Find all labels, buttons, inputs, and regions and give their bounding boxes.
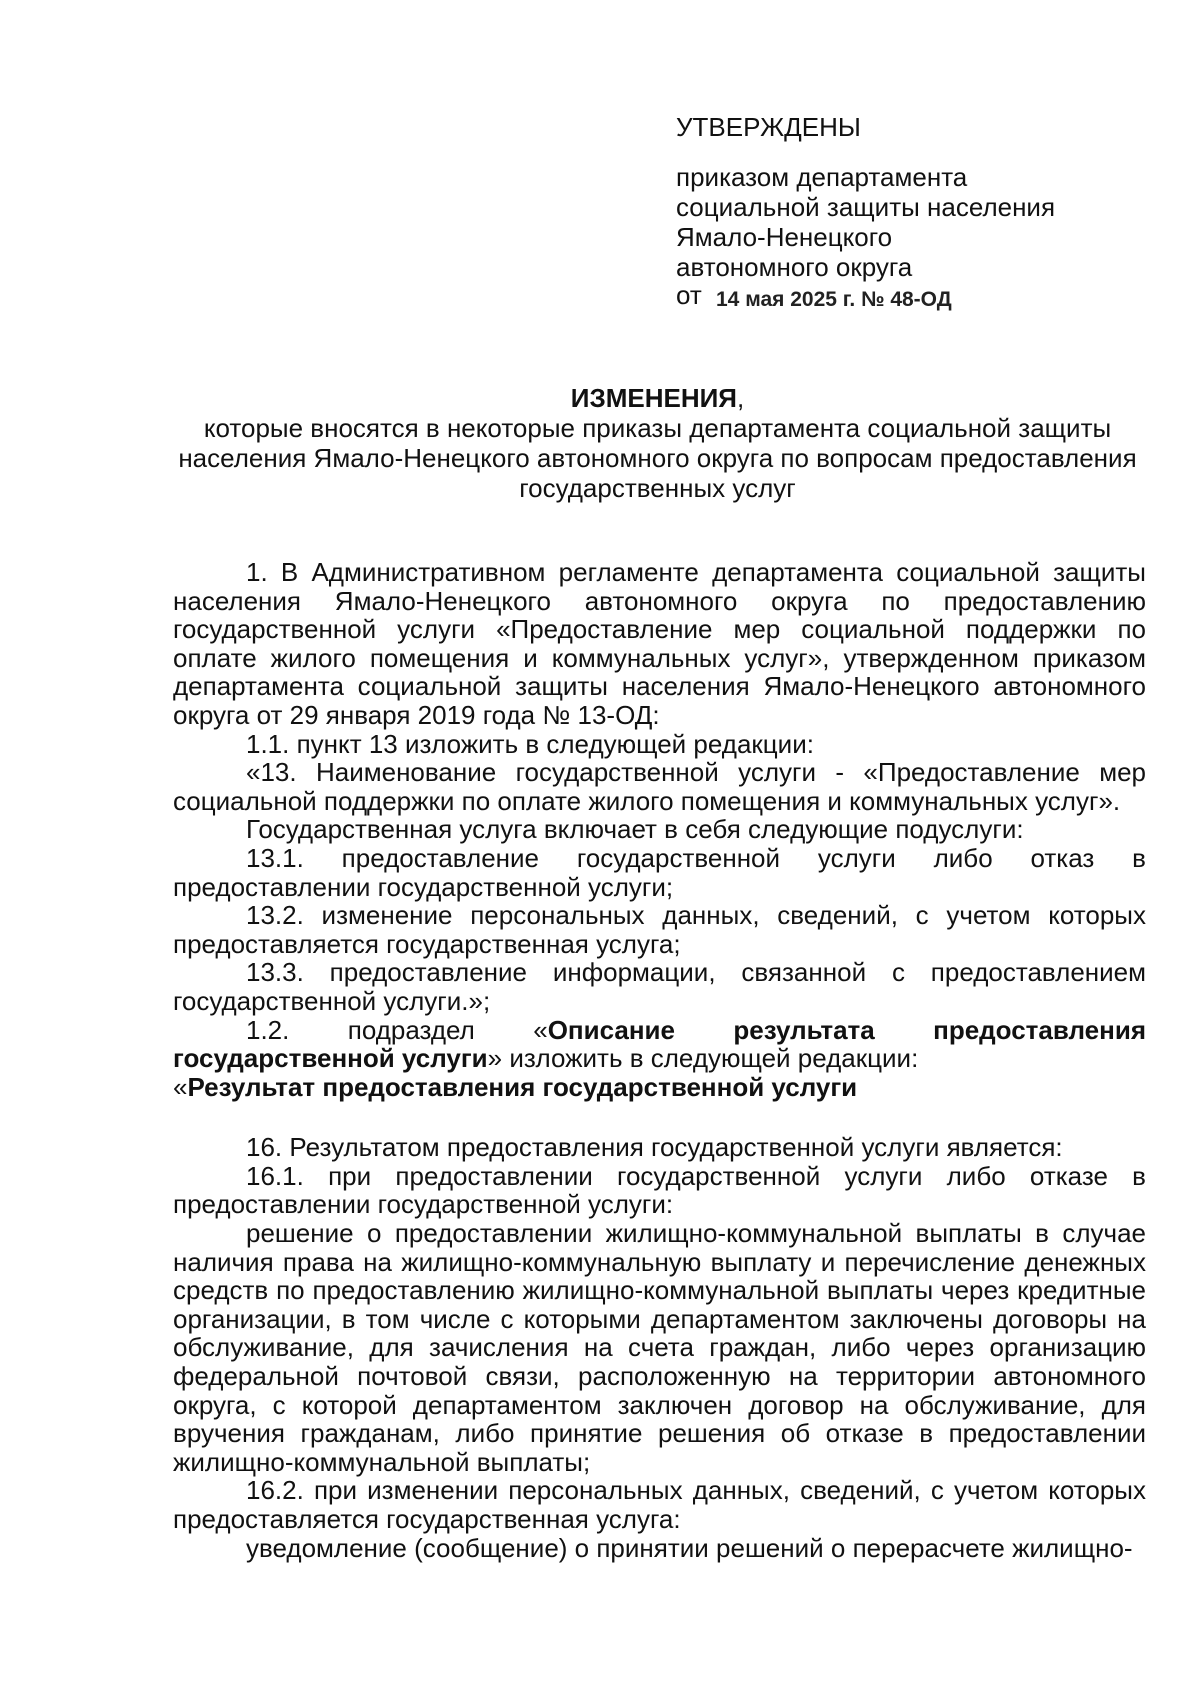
approval-heading: УТВЕРЖДЕНЫ <box>676 112 861 142</box>
title-punct: , <box>737 383 745 413</box>
paragraph-16: 16. Результатом предоставления государственной услуги является: <box>246 1132 1063 1163</box>
document-body <box>173 558 1146 1562</box>
subtitle-line: населения Ямало-Ненецкого автономного округа по вопросам предоставления <box>178 443 1137 473</box>
document-title-block <box>170 383 1145 503</box>
paragraph-1-2-rest: » изложить в следующей редакции: <box>487 1043 919 1074</box>
approval-line: социальной защиты населения <box>676 192 1056 222</box>
paragraph-13-3: 13.3. предоставление информации, связанной с предоставлением государственной услуги.»; <box>173 957 1146 1016</box>
spacer <box>173 1101 1146 1133</box>
paragraph-13-2: 13.2. изменение персональных данных, сведений, с учетом которых предоставляется государственная услуга; <box>173 900 1146 959</box>
subheading-text: Результат предоставления государственной услуги <box>187 1071 858 1102</box>
paragraph-13: «13. Наименование государственной услуги - «Предоставление мер социальной поддержки по оплате жилого помещения и коммунальных услуг». <box>173 757 1146 816</box>
paragraph-13-intro: Государственная услуга включает в себя следующие подуслуги: <box>246 814 1024 845</box>
subheading-quote: « <box>173 1071 188 1102</box>
approval-date-row <box>676 282 1136 318</box>
paragraph-16-2: 16.2. при изменении персональных данных, сведений, с учетом которых предоставляется государственная услуга: <box>173 1475 1146 1534</box>
paragraph-1-2-number: 1.2. подраздел « <box>246 1014 548 1045</box>
paragraph-16-1-text: решение о предоставлении жилищно-коммунальной выплаты в случае наличия права на жилищно-коммунальную выплату и перечисление денежных средств по предоставлению жилищно-коммунальной выплаты через кредитные организации, в том числе с которыми департаментом заключены договоры на обслуживание, для зачисления на счета граждан, либо через организацию федеральной почтовой связи, расположенную на территории автономного округа, с которой департаментом заключен договор на обслуживание, для вручения гражданам, либо принятие решения об отказе в предоставлении жилищно-коммунальной выплаты; <box>173 1218 1146 1477</box>
paragraph-1: 1. В Административном регламенте департамента социальной защиты населения Ямало-Ненецкого автономного округа по предоставлению государственной услуги «Предоставление мер социальной поддержки по оплате жилого помещения и коммунальных услуг», утвержденном приказом департамента социальной защиты населения Ямало-Ненецкого автономного округа от 29 января 2019 года № 13-ОД: <box>173 557 1146 730</box>
section-subheading <box>173 1073 1146 1102</box>
paragraph-16-1: 16.1. при предоставлении государственной услуги либо отказе в предоставлении государственной услуги: <box>173 1160 1146 1220</box>
approval-line: Ямало-Ненецкого <box>676 222 893 252</box>
paragraph-1-2-bold: Описание результата предоставления государственной услуги <box>173 1014 1146 1074</box>
title-heading: ИЗМЕНЕНИЯ <box>570 383 737 413</box>
date-prefix: от <box>676 280 702 310</box>
document-title <box>170 383 1145 413</box>
paragraph-1-2 <box>173 1016 1146 1073</box>
subtitle-line: государственных услуг <box>519 473 796 503</box>
paragraph-13-1: 13.1. предоставление государственной услуги либо отказ в предоставлении государственной услуги; <box>173 842 1146 902</box>
approval-line: приказом департамента <box>676 162 968 192</box>
paragraph-16-2-text: уведомление (сообщение) о принятии решений о перерасчете жилищно- <box>246 1532 1133 1563</box>
order-date-number: 14 мая 2025 г. № 48-ОД <box>716 288 952 311</box>
paragraph-1-1: 1.1. пункт 13 изложить в следующей редакции: <box>246 728 814 759</box>
approval-line: автономного округа <box>676 252 913 282</box>
approval-block <box>676 112 1136 318</box>
subtitle-line: которые вносятся в некоторые приказы департамента социальной защиты <box>203 413 1112 443</box>
